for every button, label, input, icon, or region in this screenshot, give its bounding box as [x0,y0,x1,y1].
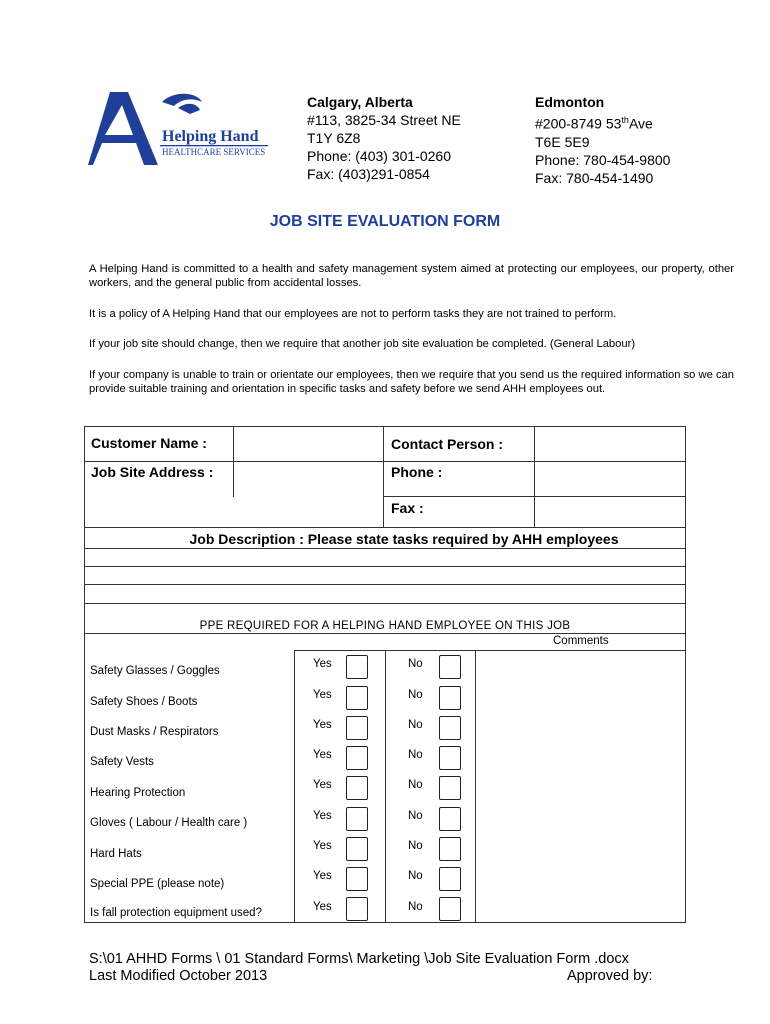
office-fax: Fax: 780-454-1490 [535,169,654,186]
yes-checkbox[interactable] [346,867,368,891]
yes-label: Yes [313,749,332,761]
customer-name-label: Customer Name : [91,435,207,451]
comments-header: Comments [553,635,609,647]
yes-checkbox[interactable] [346,776,368,800]
no-label: No [408,870,423,882]
no-label: No [408,749,423,761]
no-label: No [408,689,423,701]
training-paragraph: If your company is unable to train or orientate our employees, then we require that you send us the required information so we can provide suitable training and orientation in specific tasks and safety before we send AHH employees out. [89,369,734,395]
ppe-item-label: Safety Vests [90,756,154,768]
office-fax: Fax: (403)291-0854 [307,166,430,182]
yes-checkbox[interactable] [346,686,368,710]
office-street: #200-8749 53thAve [535,115,653,132]
yes-checkbox[interactable] [346,837,368,861]
fax-label: Fax : [391,500,424,516]
change-paragraph: If your job site should change, then we require that another job site evaluation be completed. (General Labour) [89,338,636,350]
ppe-item-label: Dust Masks / Respirators [90,726,219,738]
file-path: S:\01 AHHD Forms \ 01 Standard Forms\ Marketing \Job Site Evaluation Form .docx [89,951,629,967]
yes-label: Yes [313,901,332,913]
no-label: No [408,810,423,822]
phone-field[interactable] [536,463,684,495]
approved-by: Approved by: [567,968,653,984]
no-checkbox[interactable] [439,807,461,831]
no-checkbox[interactable] [439,897,461,921]
yes-label: Yes [313,689,332,701]
ppe-item-label: Safety Glasses / Goggles [90,665,220,677]
no-checkbox[interactable] [439,776,461,800]
fax-field[interactable] [536,498,684,526]
intro-paragraph: A Helping Hand is committed to a health and safety management system aimed at protecting our employees, our property, other workers, and the general public from accidental losses. [89,263,734,289]
no-checkbox[interactable] [439,686,461,710]
policy-paragraph: It is a policy of A Helping Hand that our employees are not to perform tasks they are not trained to perform. [89,308,617,320]
no-checkbox[interactable] [439,716,461,740]
yes-label: Yes [313,870,332,882]
ppe-item-label: Safety Shoes / Boots [90,696,198,708]
yes-label: Yes [313,658,332,670]
logo-line1: Helping Hand [162,128,259,145]
yes-checkbox[interactable] [346,897,368,921]
logo-line2: HEALTHCARE SERVICES [162,147,266,157]
phone-label: Phone : [391,464,443,480]
yes-checkbox[interactable] [346,655,368,679]
yes-label: Yes [313,779,332,791]
no-checkbox[interactable] [439,837,461,861]
no-checkbox[interactable] [439,746,461,770]
calgary-address [307,93,461,183]
ppe-item-label: Gloves ( Labour / Health care ) [90,817,248,829]
office-phone: Phone: 780-454-9800 [535,151,671,168]
yes-checkbox[interactable] [346,746,368,770]
no-label: No [408,719,423,731]
no-label: No [408,779,423,791]
ppe-header: PPE REQUIRED FOR A HELPING HAND EMPLOYEE ON THIS JOB [199,620,571,632]
no-checkbox[interactable] [439,655,461,679]
no-checkbox[interactable] [439,867,461,891]
logo-graphic [62,80,282,180]
office-postal: T6E 5E9 [535,133,590,150]
no-label: No [408,658,423,670]
no-label: No [408,840,423,852]
ppe-item-label: Hearing Protection [90,787,186,799]
no-label: No [408,901,423,913]
office-city: Edmonton [535,94,605,110]
contact-person-label: Contact Person : [391,436,504,452]
ppe-item-label: Is fall protection equipment used? [90,907,262,919]
office-postal: T1Y 6Z8 [307,130,361,146]
yes-label: Yes [313,810,332,822]
job-site-address-label: Job Site Address : [91,464,214,480]
office-phone: Phone: (403) 301-0260 [307,148,451,164]
edmonton-address [535,93,670,187]
office-city: Calgary, Alberta [307,94,413,110]
yes-checkbox[interactable] [346,807,368,831]
yes-label: Yes [313,719,332,731]
company-logo [62,80,282,180]
ppe-item-label: Hard Hats [90,848,142,860]
ppe-item-label: Special PPE (please note) [90,878,225,890]
yes-checkbox[interactable] [346,716,368,740]
last-modified: Last Modified October 2013 [89,968,268,984]
customer-name-field[interactable] [235,428,382,460]
yes-label: Yes [313,840,332,852]
job-site-address-field[interactable] [235,463,382,496]
contact-person-field[interactable] [536,428,684,460]
form-title: JOB SITE EVALUATION FORM [269,213,501,230]
office-street: #113, 3825-34 Street NE [307,112,461,128]
job-description-label: Job Description : Please state tasks required by AHH employees [189,531,619,547]
